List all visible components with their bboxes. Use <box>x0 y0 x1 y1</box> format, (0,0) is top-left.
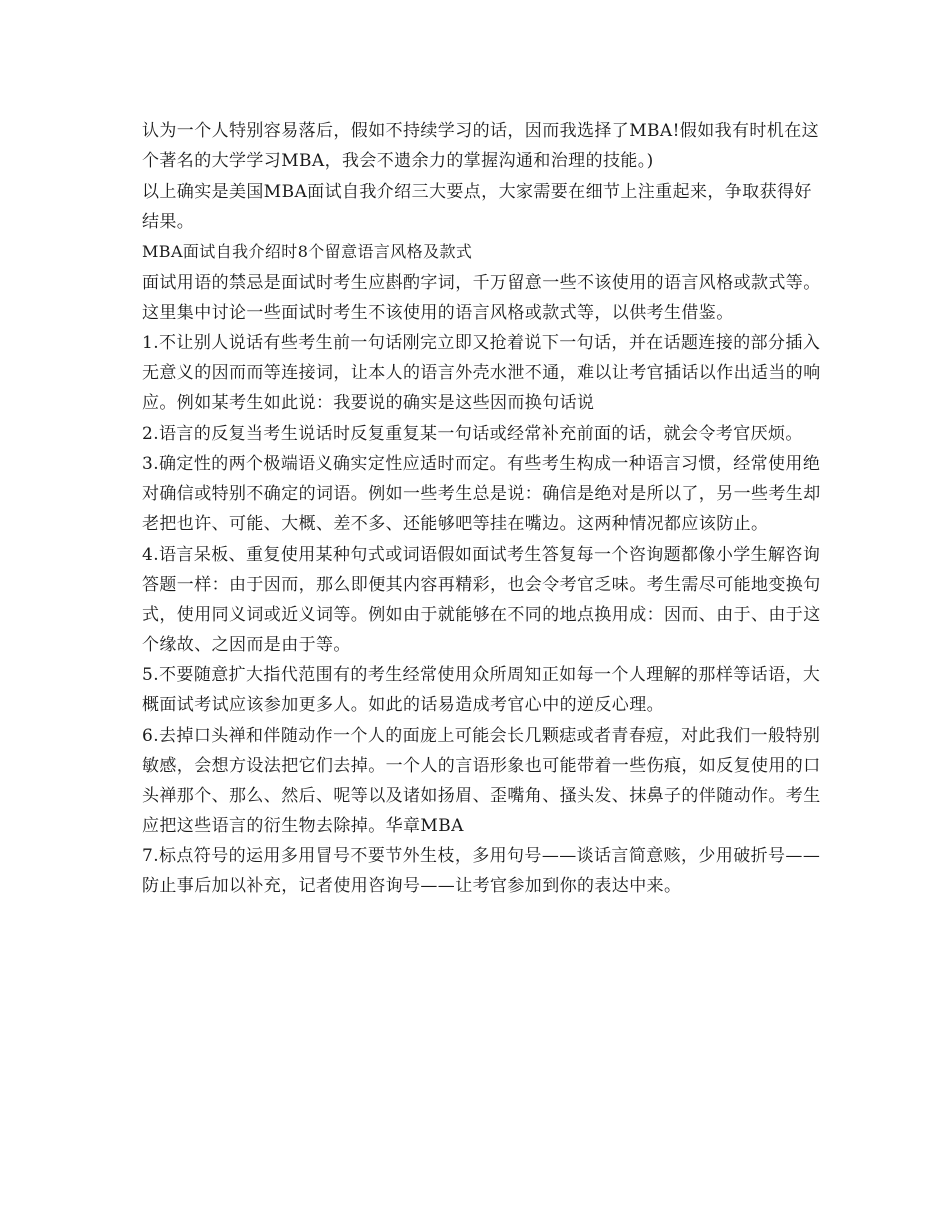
list-item-4: 4.语言呆板、重复使用某种句式或词语假如面试考生答复每一个咨询题都像小学生解咨询答题一样：由于因而，那么即便其内容再精彩，也会令考官乏味。考生需尽可能地变换句式，使用同义词或近义词等。例如由于就能够在不同的地点换用成：因而、由于、由于这个缘故、之因而是由于等。 <box>142 544 821 655</box>
list-item-3: 3.确定性的两个极端语义确实定性应适时而定。有些考生构成一种语言习惯，经常使用绝对确信或特别不确定的词语。例如一些考生总是说：确信是绝对是所以了，另一些考生却老把也许、可能、大概、差不多、还能够吧等挂在嘴边。这两种情况都应该防止。 <box>142 454 821 534</box>
paragraph-overview: 面试用语的禁忌是面试时考生应斟酌字词，千万留意一些不该使用的语言风格或款式等。这里集中讨论一些面试时考生不该使用的语言风格或款式等，以供考生借鉴。 <box>142 272 821 323</box>
list-item-2: 2.语言的反复当考生说话时反复重复某一句话或经常补充前面的话，就会令考官厌烦。 <box>142 423 803 444</box>
list-item-7: 7.标点符号的运用多用冒号不要节外生枝，多用句号——谈话言简意赅，少用破折号——防止事后加以补充，记者使用咨询号——让考官参加到你的表达中来。 <box>142 846 821 896</box>
list-item-6: 6.去掉口头禅和伴随动作一个人的面庞上可能会长几颗痣或者青春痘，对此我们一般特别敏感，会想方设法把它们去掉。一个人的言语形象也可能带着一些伤痕，如反复使用的口头禅那个、那么、然后、呢等以及诸如扬眉、歪嘴角、搔头发、抹鼻子的伴随动作。考生应把这些语言的衍生物去除掉。华章MBA <box>142 725 821 836</box>
list-item-5: 5.不要随意扩大指代范围有的考生经常使用众所周知正如每一个人理解的那样等话语，大概面试考试应该参加更多人。如此的话易造成考官心中的逆反心理。 <box>142 665 821 715</box>
paragraph-summary: 以上确实是美国MBA面试自我介绍三大要点，大家需要在细节上注重起来，争取获得好结果。 <box>142 181 812 232</box>
section-heading: MBA面试自我介绍时8个留意语言风格及款式 <box>142 242 473 261</box>
document-body <box>142 116 822 902</box>
list-item-1: 1.不让别人说话有些考生前一句话刚完立即又抢着说下一句话，并在话题连接的部分插入无意义的因而而等连接词，让本人的语言外壳水泄不通，难以让考官插话以作出适当的响应。例如某考生如此说：我要说的确实是这些因而换句话说 <box>142 333 821 413</box>
paragraph-intro-continuation: 认为一个人特别容易落后，假如不持续学习的话，因而我选择了MBA!假如我有时机在这个著名的大学学习MBA，我会不遗余力的掌握沟通和治理的技能。) <box>142 121 820 171</box>
